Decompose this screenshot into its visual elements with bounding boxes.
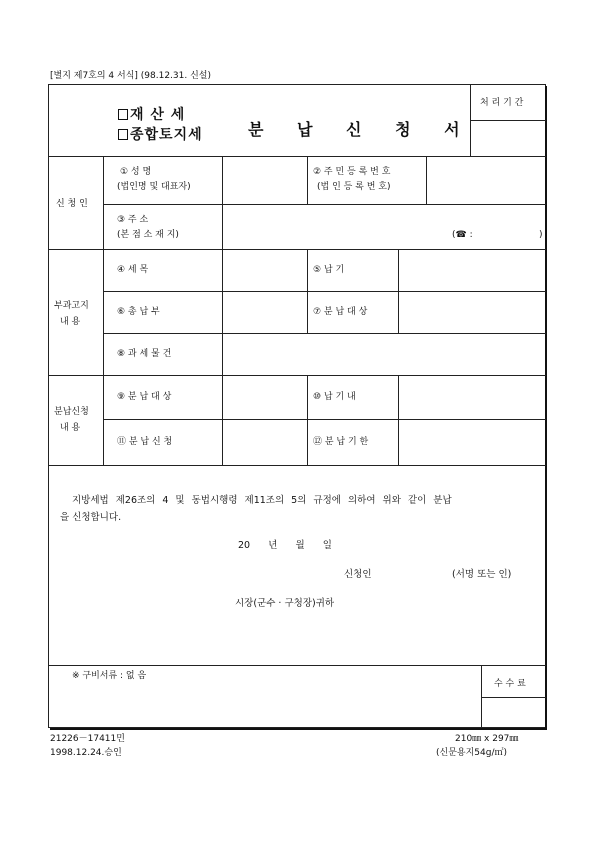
divider <box>48 156 546 157</box>
frame-shadow-bottom <box>50 728 547 730</box>
within-due-field[interactable] <box>400 377 544 417</box>
tax-item-label: ④ 세 목 <box>117 265 149 275</box>
divider <box>222 204 223 249</box>
divider <box>307 156 308 204</box>
divider <box>48 249 546 250</box>
checkbox-icon[interactable] <box>118 109 128 120</box>
divider <box>426 156 427 204</box>
installment-request-field[interactable] <box>224 421 306 463</box>
divider <box>481 697 546 698</box>
address-sublabel: (본 점 소 재 지) <box>117 230 179 240</box>
tax-option-land[interactable]: 종합토지세 <box>118 124 203 144</box>
form-code: 21226－17411민 <box>50 734 125 744</box>
taxable-object-label: ⑧ 과 세 물 건 <box>117 349 172 359</box>
installment-deadline-label: ⑫ 분 납 기 한 <box>313 437 369 447</box>
assessment-section-label: 부과고지 <box>54 301 89 311</box>
checkbox-icon[interactable] <box>118 129 128 140</box>
divider <box>222 333 223 375</box>
applicant-section-label: 신 청 인 <box>56 199 88 209</box>
attachments-note: ※ 구비서류 : 없 음 <box>72 671 147 681</box>
installment-deadline-field[interactable] <box>400 421 544 463</box>
processing-period-label: 처 리 기 간 <box>480 98 524 108</box>
paper-type: (신문용지54g/㎡) <box>436 748 507 758</box>
application-date: 20 년 월 일 <box>238 540 332 551</box>
phone-close: ) <box>539 230 543 240</box>
approval-date: 1998.12.24.승인 <box>50 748 122 758</box>
installment-section-label: 분납신청 <box>54 407 89 417</box>
installment-request-label: ⑪ 분 납 신 청 <box>117 437 173 447</box>
divider <box>103 291 546 292</box>
installment-section-label-2: 내 용 <box>60 423 81 433</box>
installment-amount-label: ⑨ 분 납 대 상 <box>117 392 172 402</box>
divider <box>48 375 546 376</box>
due-date-field[interactable] <box>400 251 544 289</box>
phone-label: (☎ : <box>452 230 473 240</box>
divider <box>48 465 546 466</box>
statement-line-1: 지방세법 제26조의 4 및 동법시행령 제11조의 5의 규정에 의하여 위와 같이 분납 <box>72 495 452 506</box>
paper-size: 210㎜ x 297㎜ <box>455 734 519 744</box>
addressee: 시장(군수 · 구청장)귀하 <box>235 598 335 609</box>
name-sublabel: (법인명 및 대표자) <box>117 182 191 192</box>
divider <box>398 375 399 465</box>
name-field[interactable] <box>224 158 306 202</box>
statement-line-2: 을 신청합니다. <box>60 512 122 523</box>
regno-label: ② 주 민 등 록 번 호 <box>313 167 391 177</box>
divider <box>103 419 546 420</box>
assessment-section-label-2: 내 용 <box>60 317 81 327</box>
due-date-label: ⑤ 납 기 <box>313 265 345 275</box>
form-title: 분 납 신 청 서 <box>248 120 474 139</box>
tax-option-property[interactable]: 재 산 세 <box>118 104 185 124</box>
applicant-sign-field[interactable] <box>380 566 448 582</box>
installment-amount-field[interactable] <box>224 377 306 417</box>
frame-shadow-right <box>545 86 547 730</box>
fee-label: 수 수 료 <box>494 679 526 689</box>
regno-sublabel: (법 인 등 록 번 호) <box>317 182 391 192</box>
applicant-sign-label: 신청인 <box>344 569 372 580</box>
taxable-object-field[interactable] <box>224 335 544 373</box>
divider <box>470 120 546 121</box>
total-payment-field[interactable] <box>224 293 306 331</box>
regno-field[interactable] <box>428 158 544 202</box>
installment-target-field[interactable] <box>400 293 544 331</box>
divider <box>222 375 223 465</box>
within-due-label: ⑩ 납 기 내 <box>313 392 356 402</box>
divider <box>48 665 546 666</box>
signature-note: (서명 또는 인) <box>452 569 512 580</box>
form-header-note: [별지 제7호의 4 서식] (98.12.31. 신설) <box>50 71 211 81</box>
tax-item-field[interactable] <box>224 251 306 289</box>
installment-target-label: ⑦ 분 납 대 상 <box>313 307 368 317</box>
divider <box>307 375 308 465</box>
address-field[interactable] <box>224 206 544 248</box>
divider <box>103 204 546 205</box>
divider <box>222 156 223 204</box>
name-label: ① 성 명 <box>120 167 152 177</box>
fee-field[interactable] <box>483 699 544 726</box>
divider <box>103 333 546 334</box>
total-payment-label: ⑥ 총 납 부 <box>117 307 160 317</box>
address-label: ③ 주 소 <box>117 215 149 225</box>
